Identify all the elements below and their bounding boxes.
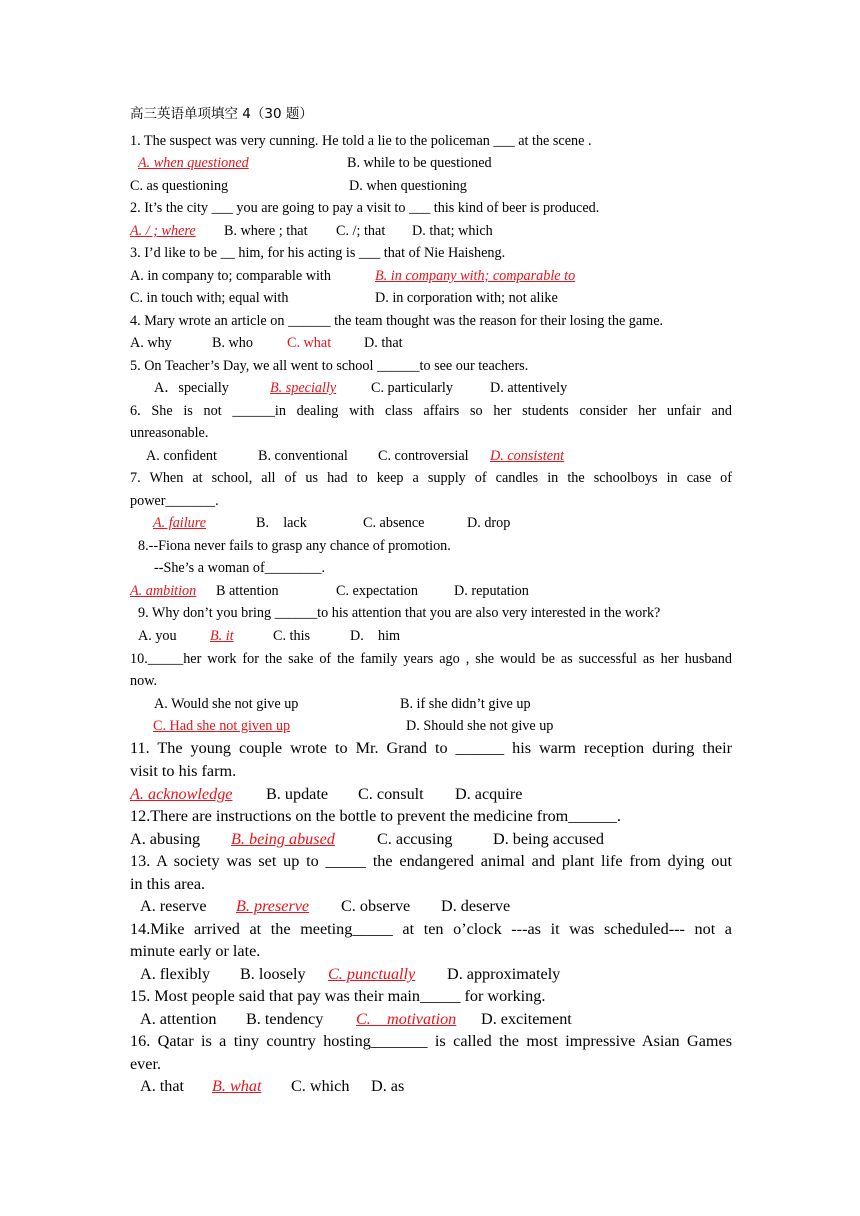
q16-option-b: B. what	[212, 1077, 262, 1095]
q5-option-a: A．specially	[154, 380, 229, 396]
q9-option-c: C. this	[273, 628, 311, 644]
q7-option-d: D. drop	[467, 515, 511, 531]
q16-option-c: C. which	[291, 1077, 350, 1095]
q14-option-d: D. approximately	[447, 965, 561, 983]
q2-option-d: D. that; which	[412, 223, 493, 239]
q10-option-b: B. if she didn’t give up	[400, 696, 531, 712]
q2-stem: 2. It’s the city ___ you are going to pay a visit to ___ this kind of beer is produced.	[130, 200, 600, 216]
q11-stem-line2: visit to his farm.	[130, 762, 237, 780]
q11-stem-line1: 11. The young couple wrote to Mr. Grand to ______ his warm reception during their	[130, 739, 732, 757]
q5-option-c: C. particularly	[371, 380, 453, 396]
q8-option-b: B attention	[216, 583, 279, 599]
q14-option-c: C. punctually	[328, 965, 416, 983]
q10-stem-line2: now.	[130, 673, 158, 689]
q3-stem: 3. I’d like to be __ him, for his acting is ___ that of Nie Haisheng.	[130, 245, 506, 261]
q4-option-a: A. why	[130, 335, 172, 351]
q9-option-a: A. you	[138, 628, 177, 644]
q16-stem-line1: 16. Qatar is a tiny country hosting_______ is called the most impressive Asian Games	[130, 1032, 732, 1050]
q5-option-b: B. specially	[270, 380, 337, 396]
q15-stem: 15. Most people said that pay was their main_____ for working.	[130, 987, 546, 1005]
q15-option-b: B. tendency	[246, 1010, 324, 1028]
q13-stem-line1: 13. A society was set up to _____ the endangered animal and plant life from dying out	[130, 852, 732, 870]
q14-stem-line1: 14.Mike arrived at the meeting_____ at ten o’clock ---as it was scheduled--- not a	[130, 920, 732, 938]
q11-option-d: D. acquire	[455, 785, 523, 803]
q7-stem-line2: power_______.	[130, 493, 219, 509]
q13-option-c: C. observe	[341, 897, 411, 915]
q13-option-d: D. deserve	[441, 897, 511, 915]
q10-option-c: C. Had she not given up	[153, 718, 291, 734]
q1-option-b: B. while to be questioned	[347, 155, 492, 171]
q5-stem: 5. On Teacher’s Day, we all went to school ______to see our teachers.	[130, 358, 529, 374]
q4-option-b: B. who	[212, 335, 253, 351]
q12-option-d: D. being accused	[493, 830, 605, 848]
q8-option-d: D. reputation	[454, 583, 529, 599]
q1-option-d: D. when questioning	[349, 178, 467, 194]
q12-stem: 12.There are instructions on the bottle to prevent the medicine from______.	[130, 807, 621, 825]
q6-option-d: D. consistent	[490, 448, 565, 464]
q1-stem: 1. The suspect was very cunning. He told a lie to the policeman ___ at the scene .	[130, 133, 592, 149]
q9-option-d: D. him	[350, 628, 401, 644]
q6-stem-line1: 6. She is not ______in dealing with class affairs so her students consider her unfair and	[130, 403, 732, 419]
q6-option-a: A. confident	[146, 448, 217, 464]
q12-option-c: C. accusing	[377, 830, 453, 848]
q11-option-c: C. consult	[358, 785, 424, 803]
q14-option-b: B. loosely	[240, 965, 306, 983]
q7-option-b: B. lack	[256, 515, 307, 531]
q3-option-a: A. in company to; comparable with	[130, 268, 331, 284]
q1-option-a: A. when questioned	[138, 155, 249, 171]
q16-option-d: D. as	[371, 1077, 405, 1095]
q10-stem-line1: 10._____her work for the sake of the family years ago , she would be as successful as her husband	[130, 651, 732, 667]
q11-option-b: B. update	[266, 785, 329, 803]
q8-stem-line2: --She’s a woman of________.	[154, 560, 326, 576]
q7-stem-line1: 7. When at school, all of us had to keep a supply of candles in the schoolboys in case of	[130, 470, 732, 486]
q14-option-a: A. flexibly	[140, 965, 211, 983]
q12-option-a: A. abusing	[130, 830, 201, 848]
page-title: 高三英语单项填空 4（30 题）	[130, 106, 313, 122]
q15-option-d: D. excitement	[481, 1010, 572, 1028]
q7-option-c: C. absence	[363, 515, 425, 531]
q8-option-a: A. ambition	[130, 583, 197, 599]
q3-option-c: C. in touch with; equal with	[130, 290, 289, 306]
q4-option-d: D. that	[364, 335, 403, 351]
q16-option-a: A. that	[140, 1077, 185, 1095]
q4-stem: 4. Mary wrote an article on ______ the team thought was the reason for their losing the game.	[130, 313, 664, 329]
q10-option-a: A. Would she not give up	[154, 696, 299, 712]
q6-stem-line2: unreasonable.	[130, 425, 209, 441]
q3-option-d: D. in corporation with; not alike	[375, 290, 558, 306]
q13-option-b: B. preserve	[236, 897, 310, 915]
q8-stem-line1: 8.--Fiona never fails to grasp any chance of promotion.	[138, 538, 451, 554]
q13-stem-line2: in this area.	[130, 875, 206, 893]
q14-stem-line2: minute early or late.	[130, 942, 261, 960]
q13-option-a: A. reserve	[140, 897, 207, 915]
q16-stem-line2: ever.	[130, 1055, 162, 1073]
q1-option-c: C. as questioning	[130, 178, 229, 194]
q15-option-a: A. attention	[140, 1010, 217, 1028]
q2-option-b: B. where ; that	[224, 223, 308, 239]
q4-option-c: C. what	[287, 335, 332, 351]
q7-option-a: A. failure	[153, 515, 207, 531]
q2-option-a: A. / ; where	[130, 223, 196, 239]
q5-option-d: D. attentively	[490, 380, 568, 396]
q12-option-b: B. being abused	[231, 830, 335, 848]
q9-stem: 9. Why don’t you bring ______to his attention that you are also very interested in the work?	[138, 605, 661, 621]
q10-option-d: D. Should she not give up	[406, 718, 554, 734]
q9-option-b: B. it	[210, 628, 234, 644]
q3-option-b: B. in company with; comparable to	[375, 268, 576, 284]
q15-option-c: C. motivation	[356, 1010, 457, 1028]
q11-option-a: A. acknowledge	[130, 785, 233, 803]
q6-option-b: B. conventional	[258, 448, 348, 464]
q6-option-c: C. controversial	[378, 448, 469, 464]
q8-option-c: C. expectation	[336, 583, 418, 599]
q2-option-c: C. /; that	[336, 223, 386, 239]
